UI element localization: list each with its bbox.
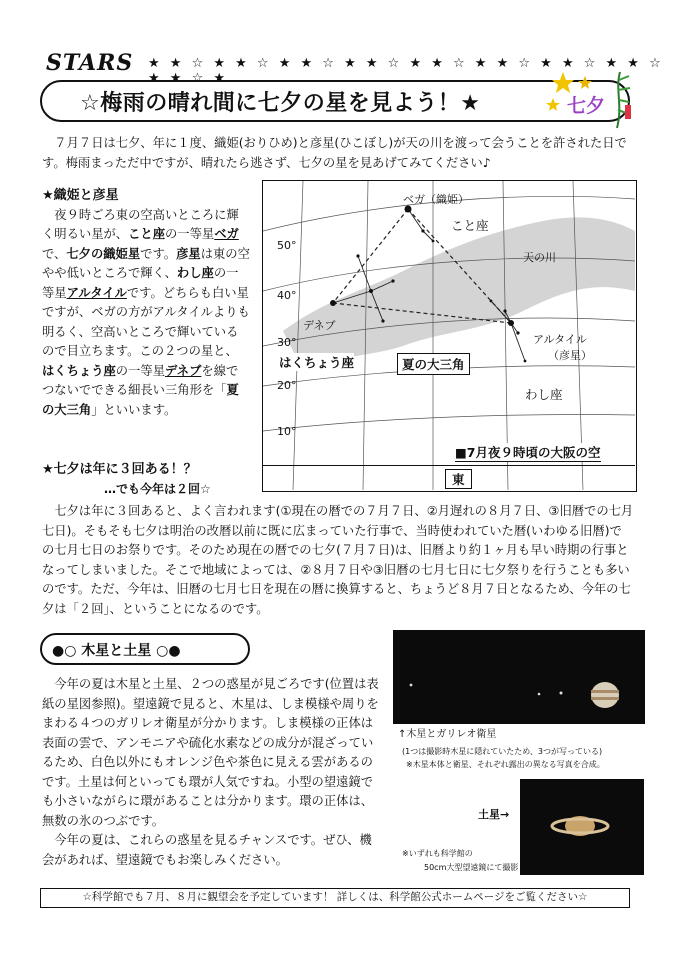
map-caption: ■7月夜９時頃の大阪の空 (455, 445, 601, 460)
altitude-30-label: 30° (277, 336, 297, 349)
saturn-photo (520, 779, 644, 875)
orihime-heading: ★織姫と彦星 (42, 188, 119, 203)
saturn-image (520, 779, 644, 875)
intro-paragraph: ７月７日は七夕、年に１度、織姫(おりひめ)と彦星(ひこぼし)が天の川を渡って会うことを許された日です。梅雨まっただ中ですが、晴れたら逃さず、七夕の星を見あげてみてください♪ (42, 136, 627, 170)
footer-notice: ☆科学館でも７月、８月に観望会を予定しています！ 詳しくは、科学館公式ホームページをご覧ください☆ (40, 888, 630, 908)
jupiter-caption: ↑木星とガリレオ衛星 (398, 729, 497, 740)
altair-label: アルタイル (533, 333, 587, 346)
summer-triangle-label: 夏の大三角 (397, 353, 470, 375)
jupiter-image (393, 630, 645, 724)
star-map (262, 180, 637, 492)
planets-body (42, 675, 382, 870)
tanabata-heading: ★七夕は年に３回ある！？ (42, 462, 197, 477)
jupiter-note-1: (1つは撮影時木星に隠れていたため、3つが写っている) (402, 747, 603, 756)
saturn-label: 土星→ (478, 808, 510, 821)
orihime-section (42, 186, 250, 420)
tanabata-body: 七夕は年に３回あると、よく言われます(①現在の暦での７月７日、②月遅れの８月７日、③旧暦での七月七日)。そもそも七夕は明治の改暦以前に既に広まっていた行事で、当時使われていた暦(いわゆる旧暦)での七月七日のお祭りです。そのため現在の暦での七夕(７月７日)は、旧暦より約１ヶ月も早い時期の行事となってしまいました。そこで地域によっては、②８月７日や③旧暦の七月七日に七夕祭りを行うことも多いのです。ただ、今年は、旧暦の七月七日を現在の暦に換算すると、ちょうど８月７日となるため、今年の七夕は「２回」、ということになるのです。 (42, 504, 634, 616)
planets-heading: ●○ 木星と土星 ○● (52, 643, 181, 659)
tanabata-decoration-icon (545, 70, 635, 130)
deneb-label: デネブ (303, 319, 336, 332)
altitude-50-label: 50° (277, 239, 297, 252)
tanabata-subheading: …でも今年は２回☆ (104, 482, 211, 496)
altitude-10-label: 10° (277, 425, 297, 438)
orihime-body: 夜９時ごろ東の空高いところに輝く明るい星が、こと座の一等星ベガで、七夕の織姫星です。彦星は東の空やや低いところで輝く、わし座の一等星アルタイルです。どちらも白い星ですが、ベガの方がアルタイルよりも明るく、空高いところで輝いているので目立ちます。この２つの星と、はくちょう座の一等星デネブを線でつないでできる細長い三角形を「夏の大三角」といいます。 (42, 207, 250, 417)
direction-east-label: 東 (445, 469, 472, 489)
altitude-40-label: 40° (277, 289, 297, 302)
altair-sub-label: （彦星） (548, 349, 592, 362)
photo-note-1: ※いずれも科学館の (402, 849, 473, 858)
lyra-label: こと座 (451, 218, 489, 233)
aquila-label: わし座 (525, 387, 563, 402)
altitude-20-label: 20° (277, 379, 297, 392)
cygnus-label: はくちょう座 (279, 355, 355, 370)
jupiter-note-2: ※木星本体と衛星、それぞれ露出の異なる写真を合成。 (406, 760, 605, 769)
section-brand: STARS (46, 50, 134, 76)
page-title: ☆梅雨の晴れ間に七夕の星を見よう！★ (80, 91, 481, 116)
vega-label: ベガ（織姫） (403, 193, 469, 206)
jupiter-photo (393, 630, 645, 724)
photo-note-2: 50cm大型望遠鏡にて撮影 (424, 863, 519, 872)
star-divider: ★ ★ ☆ ★ ★ ☆ ★ ★ ☆ ★ ★ ☆ ★ ★ ☆ ★ ★ ☆ ★ ★ ☆ ★ ★ ☆ ★ ★ ☆ ★ (148, 56, 664, 86)
planets-body-1: 今年の夏は木星と土星、２つの惑星が見ごろです(位置は表紙の星図参照)。望遠鏡で見ると、木星は、しま模様や周りをまわる４つのガリレオ衛星が分かります。しま模様の正体は表面の雲で、アンモニアや硫化水素などの成分が混ざっているため、白色以外にもオレンジ色や茶色に見える雲があるのです。土星は何といっても環が人気ですね。小型の望遠鏡でも小さいながらに環があることは分かります。環の正体は、無数の氷のつぶです。 (42, 677, 379, 828)
tanabata-section-header (42, 458, 257, 497)
milky-way-label: 天の川 (523, 251, 556, 264)
planets-body-2: 今年の夏は、これらの惑星を見るチャンスです。ぜひ、機会があれば、望遠鏡でもお楽しみください。 (42, 833, 372, 867)
tanabata-deco-text: 七夕 (567, 95, 606, 117)
